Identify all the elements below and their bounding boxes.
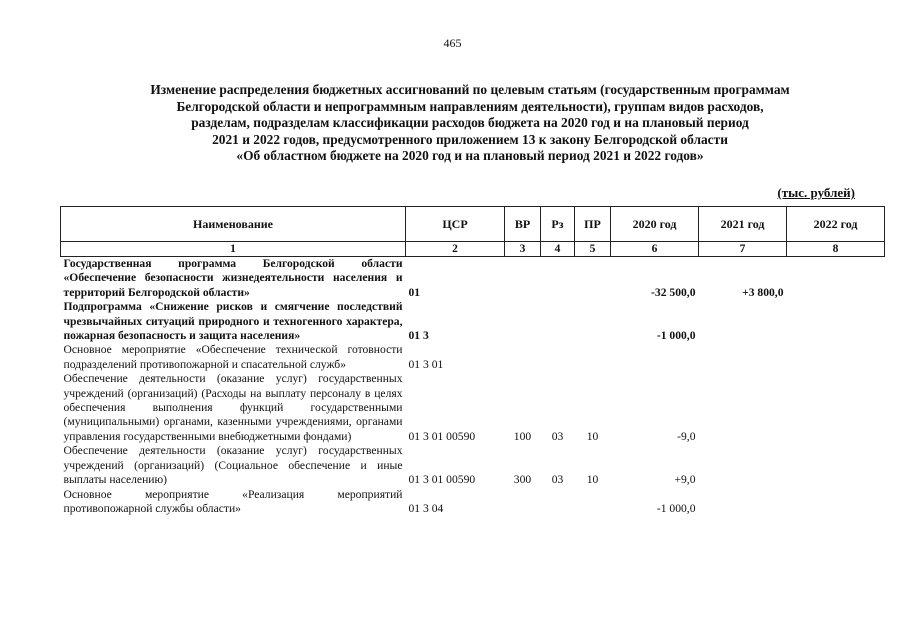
row-pr: 10 <box>586 429 599 443</box>
title-line: «Об областном бюджете на 2020 год и на плановый период 2021 и 2022 годов» <box>236 148 704 164</box>
row-vr <box>505 257 541 301</box>
row-rz <box>541 257 575 301</box>
title-line: 2021 и 2022 годов, предусмотренного приложением 13 к закону Белгородской области <box>212 131 728 147</box>
row-2022 <box>787 343 885 372</box>
row-2022 <box>787 372 885 444</box>
header-2020: 2020 год <box>611 207 699 242</box>
table-row <box>61 343 885 372</box>
header-pr: ПР <box>575 207 611 242</box>
row-name: Основное мероприятие «Обеспечение технической готовности подразделений противопожарной и спасательной служб» <box>63 343 403 371</box>
row-pr <box>575 300 611 343</box>
column-number: 3 <box>505 242 541 257</box>
row-2021 <box>699 488 787 517</box>
row-2020: -9,0 <box>677 429 696 443</box>
row-2021 <box>699 343 787 372</box>
header-2022: 2022 год <box>787 207 885 242</box>
row-name: Обеспечение деятельности (оказание услуг) государственных учреждений (организаций) (Социальное обеспечение и иные выплаты населению) <box>63 444 403 487</box>
column-number: 2 <box>406 242 505 257</box>
column-number: 6 <box>611 242 699 257</box>
title-line: Изменение распределения бюджетных ассигнований по целевым статьям (государственным программам <box>150 82 790 97</box>
row-2020: -32 500,0 <box>651 285 696 299</box>
row-2022 <box>787 257 885 301</box>
row-2022 <box>787 444 885 487</box>
row-vr <box>505 343 541 372</box>
row-csr: 01 <box>408 285 421 299</box>
table-row <box>61 300 885 343</box>
row-name: Основное мероприятие «Реализация мероприятий противопожарной службы области» <box>63 487 403 515</box>
column-number-row <box>61 242 885 257</box>
row-name: Подпрограмма «Снижение рисков и смягчение последствий чрезвычайных ситуаций природного и техногенного характера, пожарная безопасность и защита населения» <box>63 300 403 343</box>
column-number: 5 <box>575 242 611 257</box>
row-rz <box>541 343 575 372</box>
column-number: 7 <box>699 242 787 257</box>
row-csr: 01 3 04 <box>408 501 444 515</box>
budget-table <box>60 206 885 516</box>
header-2021: 2021 год <box>699 207 787 242</box>
row-2021 <box>699 444 787 487</box>
row-rz: 03 <box>551 473 564 487</box>
row-rz <box>541 300 575 343</box>
row-name: Государственная программа Белгородской области «Обеспечение безопасности жизнедеятельности населения и территорий Белгородской области» <box>63 257 403 299</box>
row-csr: 01 3 01 00590 <box>408 429 476 443</box>
row-2021 <box>699 300 787 343</box>
header-csr: ЦСР <box>406 207 505 242</box>
header-name: Наименование <box>61 207 406 242</box>
row-pr <box>575 488 611 517</box>
header-vr: ВР <box>505 207 541 242</box>
table-row <box>61 257 885 301</box>
row-2021: +3 800,0 <box>742 285 784 299</box>
header-row <box>61 207 885 242</box>
table-row <box>61 444 885 487</box>
row-2020 <box>611 343 699 372</box>
table-row <box>61 372 885 444</box>
row-vr <box>505 300 541 343</box>
row-2020: -1 000,0 <box>656 501 696 515</box>
row-2020: +9,0 <box>674 473 696 487</box>
row-2020: -1 000,0 <box>656 329 696 343</box>
table-row <box>61 488 885 517</box>
row-2022 <box>787 488 885 517</box>
row-vr <box>505 488 541 517</box>
row-name: Обеспечение деятельности (оказание услуг) государственных учреждений (организаций) (Расходы на выплату персоналу в целях обеспечения выполнения функций государственными (муниципальными) органами, казенными учреждениями, органами управления государственными внебюджетными фондами) <box>63 372 403 443</box>
column-number: 1 <box>61 242 406 257</box>
row-2022 <box>787 300 885 343</box>
row-pr: 10 <box>586 473 599 487</box>
title-line: разделам, подразделам классификации расходов бюджета на 2020 год и на плановый период <box>191 115 749 131</box>
column-number: 8 <box>787 242 885 257</box>
row-pr <box>575 343 611 372</box>
row-2021 <box>699 372 787 444</box>
row-csr: 01 3 <box>408 329 429 343</box>
page-number: 465 <box>443 36 462 50</box>
row-pr <box>575 257 611 301</box>
column-number: 4 <box>541 242 575 257</box>
header-rz: Рз <box>541 207 575 242</box>
units-label: (тыс. рублей) <box>777 185 855 200</box>
document-title <box>95 82 845 165</box>
title-line: Белгородской области и непрограммным направлениям деятельности), группам видов расходов, <box>176 98 764 114</box>
row-rz <box>541 488 575 517</box>
row-csr: 01 3 01 <box>408 357 444 371</box>
row-vr: 100 <box>513 429 532 443</box>
row-csr: 01 3 01 00590 <box>408 473 476 487</box>
row-rz: 03 <box>551 429 564 443</box>
row-vr: 300 <box>513 473 532 487</box>
